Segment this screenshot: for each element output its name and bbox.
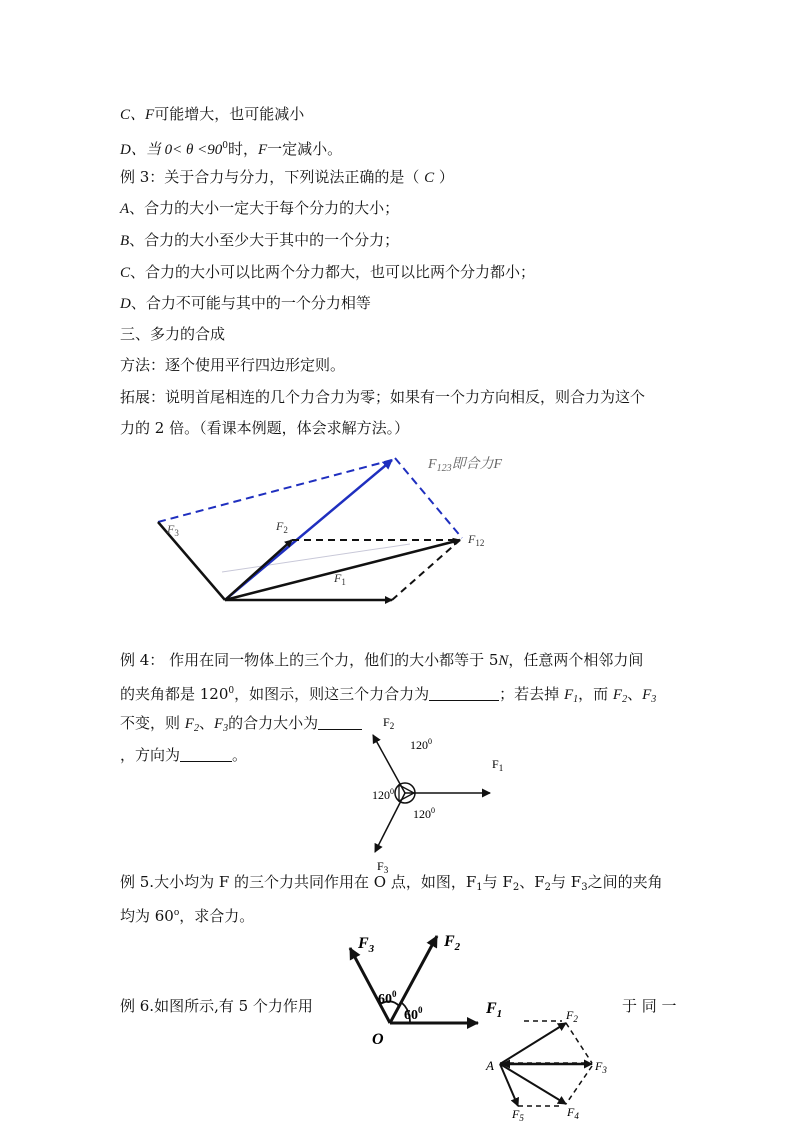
fig4-point-a: A [486,1058,494,1073]
example-3-answer: C [424,170,435,186]
example-6-line-tail: 于 同 一 [622,997,677,1015]
fig2-angle-bottom: $120^0$ [413,806,435,821]
fig3-f1-label: $F_1$ [486,1000,503,1020]
fig4-f2-vector [500,1023,566,1064]
f12-label: $F_{12}$ [468,532,485,548]
example-4-line-4: ，方向为 。 [120,746,248,764]
option-d-line: D、当 $0< \theta <90^0$时，F一定减小。 [120,140,343,158]
example-6-line: 例 6.如图所示,有 5 个力作用 [120,997,313,1015]
fig2-angle-top: $120^0$ [410,737,432,752]
example-4-line-2: 的夹角都是 $120^0$，如图示，则这三个力合力为 ；若去掉 $F_1$，而 $F_2$、$F_3$ [120,685,657,705]
example-3-option-a: A、合力的大小一定大于每个分力的大小； [120,199,400,217]
f2-label: $F_2$ [276,519,288,535]
fig2-f2-label: $F_2$ [383,715,395,731]
fig3-f2-label: $F_2$ [444,933,461,953]
example-3-option-c: C、合力的大小可以比两个分力都大，也可以比两个分力都小； [120,263,536,281]
fig4-f4-label: $F_4$ [567,1105,579,1121]
example-3-question: 例 3：关于合力与分力，下列说法正确的是（ C ） [120,168,454,186]
f123-label: $F_{123}$即合力F [428,457,503,474]
fig4-f4-vector [500,1064,566,1104]
method-line: 方法：逐个使用平行四边形定则。 [120,356,346,374]
example-3-option-d: D、合力不可能与其中的一个分力相等 [120,294,371,312]
fig4-f3-label: $F_3$ [595,1059,607,1075]
extension-line-2: 力的 2 倍。（看课本例题，体会求解方法。） [120,419,410,437]
fig3-origin-label: O [372,1031,384,1048]
example-5-line-2: 均为 60$^o$，求合力。 [120,907,255,925]
fig2-f3-label: $F_3$ [377,859,389,875]
fig4-dash-upper-right [566,1023,592,1063]
f3-label: $F_3$ [167,522,179,538]
fig3-angle-2: $60^0$ [404,1005,423,1023]
fig2-angle-left: $120^0$ [372,787,394,802]
fig4-dash-lower-right [566,1066,592,1104]
fig4-f2-label: $F_2$ [566,1008,578,1024]
fig3-angle-1: $60^0$ [378,989,397,1007]
example-5-line-1: 例 5.大小均为 F 的三个力共同作用在 O 点，如图，$F_1$与 $F_2$、$F_2$与 $F_3$之间的夹角 [120,873,663,893]
fig4-f5-label: $F_5$ [512,1107,524,1123]
fig2-f1-label: $F_1$ [492,757,504,773]
example-3-option-b: B、合力的大小至少大于其中的一个分力； [120,231,400,249]
f1-label: $F_1$ [334,571,346,587]
section-heading: 三、多力的合成 [120,325,226,343]
fig3-f3-label: $F_3$ [358,935,375,955]
example-4-line-3: 不变，则 $F_2$、$F_3$的合力大小为 [120,713,362,739]
example-4-line-1: 例 4： 作用在同一物体上的三个力，他们的大小都等于 5N，任意两个相邻力间 [120,651,644,669]
extension-line-1: 拓展：说明首尾相连的几个力合力为零；如果有一个力方向相反，则合力为这个 [120,388,646,406]
option-c-line: C、F可能增大，也可能减小 [120,105,305,123]
